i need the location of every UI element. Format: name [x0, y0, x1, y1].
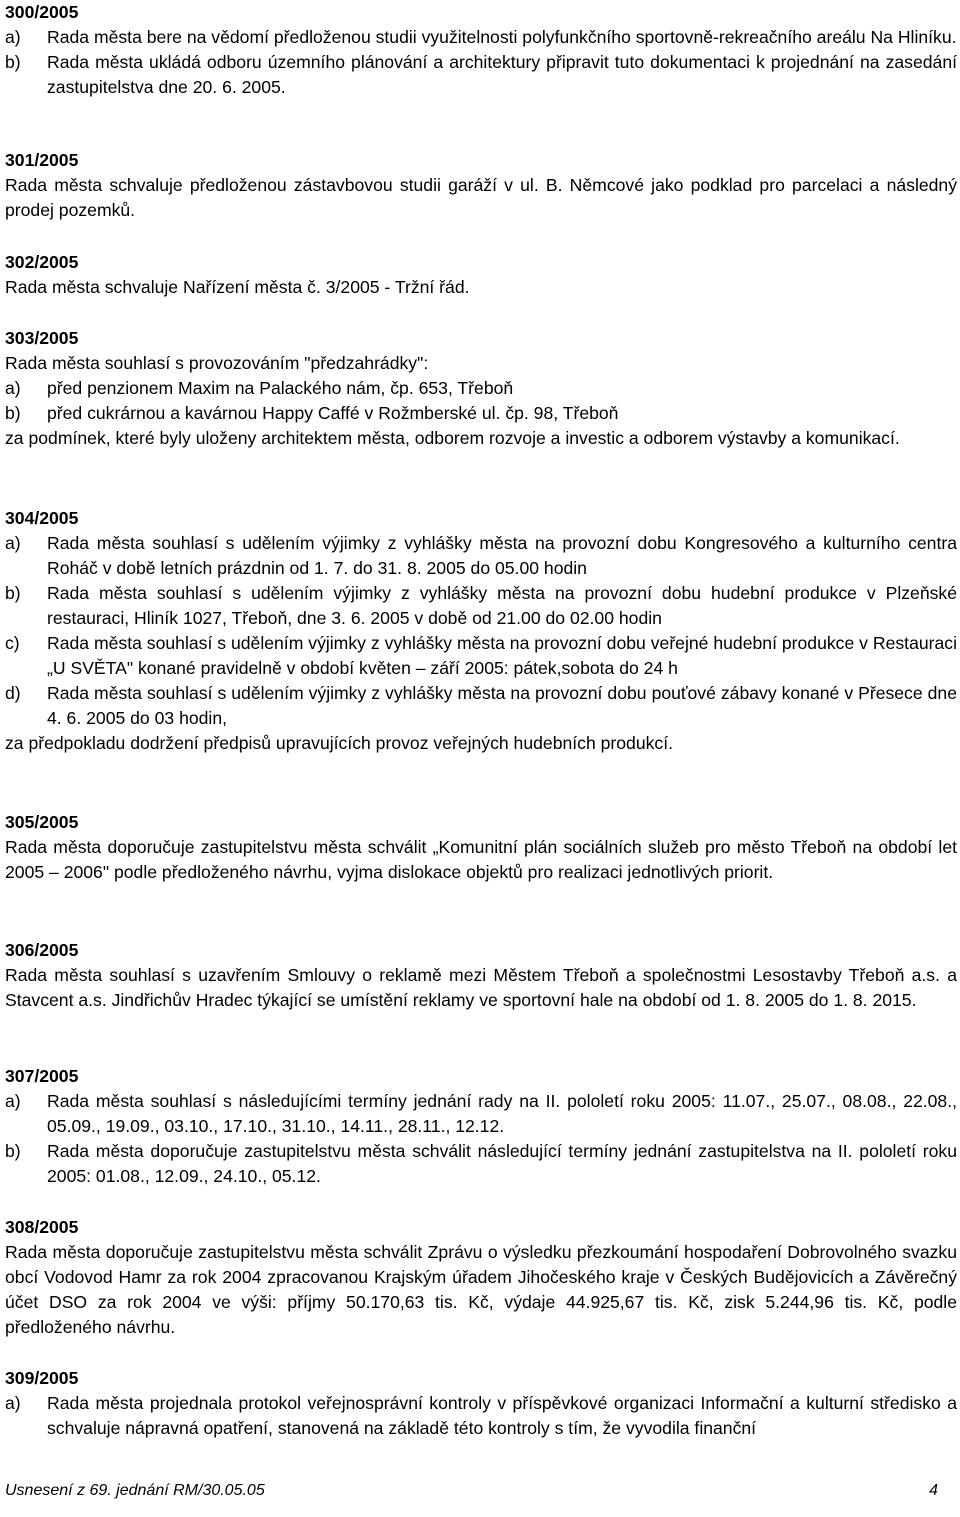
resolution-heading: 308/2005	[5, 1217, 79, 1237]
item-text: Rada města souhlasí s udělením výjimky z vyhlášky města na provozní dobu Kongresového a kulturního centra Roháč v době letních prázdnin od 1. 7. do 31. 8. 2005 do 05.00 hodin	[47, 533, 957, 578]
resolution-heading: 300/2005	[5, 2, 79, 22]
item-text: před penzionem Maxim na Palackého nám, čp. 653, Třeboň	[47, 378, 514, 398]
item-label: a)	[5, 533, 21, 553]
resolution-outro: za podmínek, které byly uloženy architektem města, odborem rozvoje a investic a odborem výstavby a komunikací.	[5, 428, 900, 448]
item-label: a)	[5, 1091, 21, 1111]
resolution-heading: 305/2005	[5, 812, 79, 832]
page-number: 4	[929, 1482, 938, 1499]
resolution-heading: 303/2005	[5, 328, 79, 348]
item-text: před cukrárnou a kavárnou Happy Caffé v Rožmberské ul. čp. 98, Třeboň	[47, 403, 619, 423]
item-label: b)	[5, 403, 21, 423]
item-label: d)	[5, 683, 21, 703]
resolution-304	[5, 506, 957, 756]
item-text: Rada města projednala protokol veřejnosprávní kontroly v příspěvkové organizaci Informační a kulturní středisko a schvaluje nápravná opatření, stanovená na základě této kontroly s tím, že vyvodila finanční	[47, 1393, 957, 1438]
item-text: Rada města souhlasí s udělením výjimky z vyhlášky města na provozní dobu hudební produkce v Plzeňské restauraci, Hliník 1027, Třeboň, dne 3. 6. 2005 v době od 21.00 do 02.00 hodin	[47, 583, 957, 628]
resolution-heading: 306/2005	[5, 940, 79, 960]
resolution-302	[5, 250, 957, 300]
resolution-307	[5, 1064, 957, 1189]
resolution-text: Rada města schvaluje předloženou zástavbovou studii garáží v ul. B. Němcové jako podklad pro parcelaci a následný prodej pozemků.	[5, 175, 957, 220]
resolution-text: Rada města schvaluje Nařízení města č. 3/2005 - Tržní řád.	[5, 277, 470, 297]
resolution-300	[5, 0, 957, 100]
item-text: Rada města bere na vědomí předloženou studii využitelnosti polyfunkčního sportovně-rekreačního areálu Na Hliníku.	[47, 27, 957, 47]
resolution-308	[5, 1215, 957, 1340]
resolution-heading: 309/2005	[5, 1368, 79, 1388]
item-label: a)	[5, 27, 21, 47]
resolution-heading: 302/2005	[5, 252, 79, 272]
resolution-text: Rada města souhlasí s uzavřením Smlouvy o reklamě mezi Městem Třeboň a společnostmi Lesostavby Třeboň a.s. a Stavcent a.s. Jindřichův Hradec týkající se umístění reklamy ve sportovní hale na období od 1. 8. 2005 do 1. 8. 2015.	[5, 965, 957, 1010]
resolution-item	[5, 681, 957, 731]
resolution-item	[5, 631, 957, 681]
resolution-item	[5, 1139, 957, 1189]
resolution-item	[5, 581, 957, 631]
resolution-301	[5, 148, 957, 223]
item-label: b)	[5, 1141, 21, 1161]
item-text: Rada města souhlasí s následujícími termíny jednání rady na II. pololetí roku 2005: 11.07., 25.07., 08.08., 22.08., 05.09., 19.09., 03.10., 17.10., 31.10., 14.11., 28.11., 12.12.	[47, 1091, 957, 1136]
item-label: a)	[5, 1393, 21, 1413]
item-label: b)	[5, 583, 21, 603]
item-label: b)	[5, 52, 21, 72]
resolution-outro: za předpokladu dodržení předpisů upravujících provoz veřejných hudebních produkcí.	[5, 733, 673, 753]
resolution-309	[5, 1366, 957, 1441]
resolution-intro: Rada města souhlasí s provozováním "předzahrádky":	[5, 353, 429, 373]
resolution-heading: 304/2005	[5, 508, 79, 528]
resolution-item	[5, 25, 957, 50]
item-text: Rada města souhlasí s udělením výjimky z vyhlášky města na provozní dobu veřejné hudební produkce v Restauraci „U SVĚTA" konané pravidelně v období květen – září 2005: pátek,sobota do 24 h	[47, 633, 957, 678]
resolution-306	[5, 938, 957, 1013]
item-label: a)	[5, 378, 21, 398]
item-text: Rada města ukládá odboru územního plánování a architektury připravit tuto dokumentaci k projednání na zasedání zastupitelstva dne 20. 6. 2005.	[47, 52, 957, 97]
resolution-heading: 301/2005	[5, 150, 79, 170]
resolution-text: Rada města doporučuje zastupitelstvu města schválit „Komunitní plán sociálních služeb pro město Třeboň na období let 2005 – 2006" podle předloženého návrhu, vyjma dislokace objektů pro realizaci jednotlivých priorit.	[5, 837, 957, 882]
resolution-item	[5, 50, 957, 100]
item-text: Rada města souhlasí s udělením výjimky z vyhlášky města na provozní dobu pouťové zábavy konané v Přesece dne 4. 6. 2005 do 03 hodin,	[47, 683, 957, 728]
item-label: c)	[5, 633, 20, 653]
resolution-item	[5, 1089, 957, 1139]
footer-document-title: Usnesení z 69. jednání RM/30.05.05	[5, 1482, 265, 1499]
resolution-text: Rada města doporučuje zastupitelstvu města schválit Zprávu o výsledku přezkoumání hospodaření Dobrovolného svazku obcí Vodovod Hamr za rok 2004 zpracovanou Krajským úřadem Jihočeského kraje v Českých Budějovicích a Závěrečný účet DSO za rok 2004 ve výši: příjmy 50.170,63 tis. Kč, výdaje 44.925,67 tis. Kč, zisk 5.244,96 tis. Kč, podle předloženého návrhu.	[5, 1242, 957, 1337]
item-text: Rada města doporučuje zastupitelstvu města schválit následující termíny jednání zastupitelstva na II. pololetí roku 2005: 01.08., 12.09., 24.10., 05.12.	[47, 1141, 957, 1186]
resolution-305	[5, 810, 957, 885]
resolution-item	[5, 531, 957, 581]
resolution-item	[5, 1391, 957, 1441]
resolution-item	[5, 401, 957, 426]
page-footer	[5, 1478, 938, 1503]
resolution-heading: 307/2005	[5, 1066, 79, 1086]
resolution-303	[5, 326, 957, 451]
resolution-item	[5, 376, 957, 401]
